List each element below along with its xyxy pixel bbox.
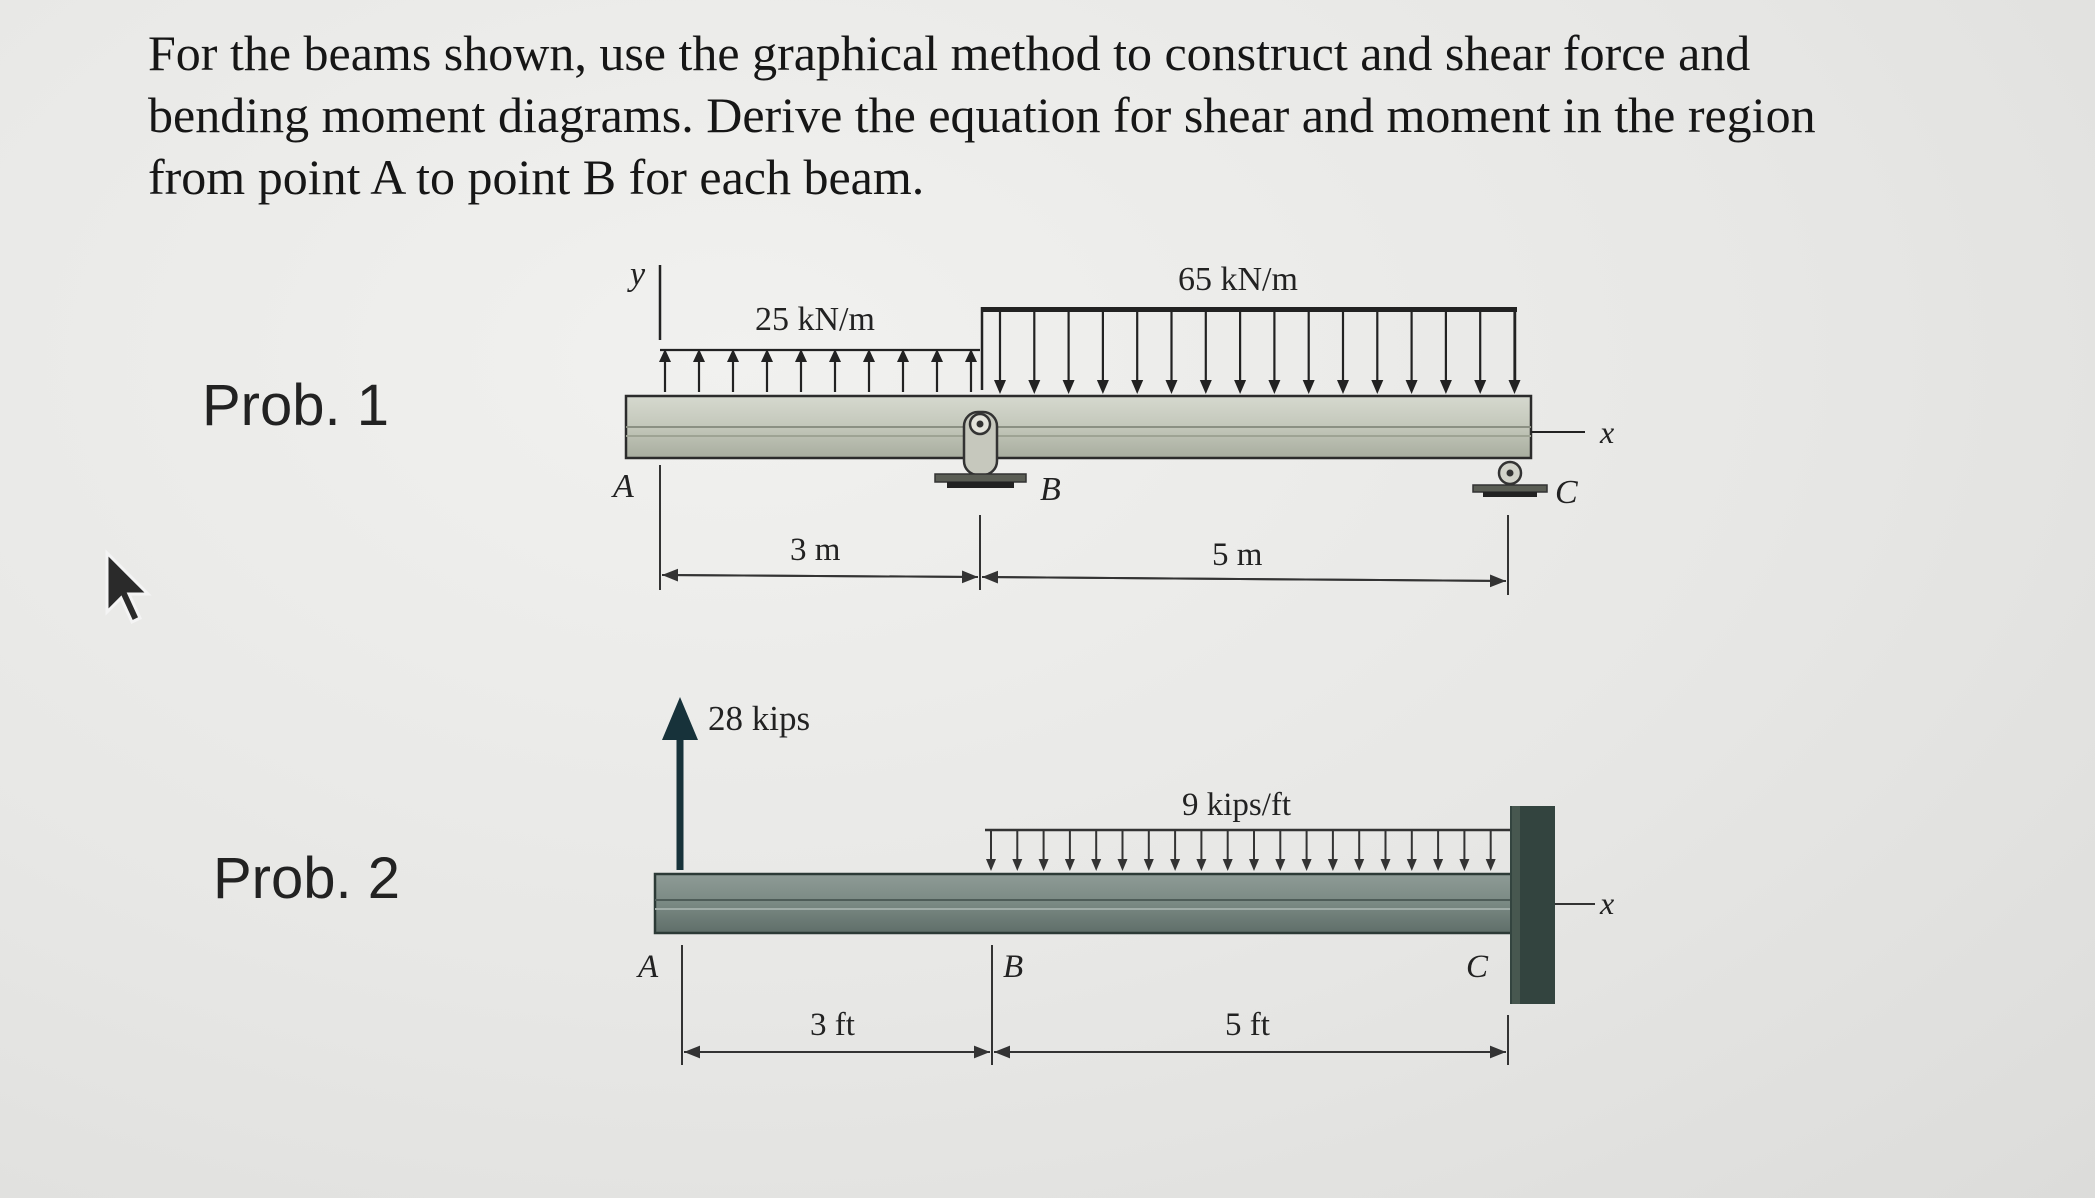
downward-load-arrow	[1275, 830, 1285, 871]
upward-load-arrow	[863, 349, 875, 392]
prob2-x-axis-label: x	[1600, 885, 1615, 921]
prob1-upward-arrows-group	[659, 349, 977, 392]
downward-load-arrow	[1407, 830, 1417, 871]
downward-load-arrow	[1166, 312, 1178, 394]
prob1-span-bc: 5 m	[1212, 537, 1263, 573]
downward-load-arrow	[1091, 830, 1101, 871]
downward-load-arrow	[1028, 312, 1040, 394]
prob2-figure	[636, 697, 1614, 1065]
upward-load-arrow	[693, 349, 705, 392]
upward-load-arrow	[931, 349, 943, 392]
prob-1-label: Prob. 1	[202, 373, 389, 438]
downward-load-arrow	[1200, 312, 1212, 394]
prob1-downward-load-topline	[982, 307, 1517, 312]
downward-load-arrow	[1170, 830, 1180, 871]
downward-load-arrow	[1303, 312, 1315, 394]
downward-load-arrow	[1063, 312, 1075, 394]
problem-line-2: bending moment diagrams. Derive the equation for shear and moment in the region	[148, 87, 1816, 143]
prob1-downward-arrows-group	[994, 312, 1521, 394]
prob2-downward-arrows-group	[986, 830, 1496, 871]
upward-load-arrow	[965, 349, 977, 392]
prob2-beam	[655, 874, 1512, 933]
downward-load-arrow	[1371, 312, 1383, 394]
upward-load-arrow	[727, 349, 739, 392]
prob2-point-force-label: 28 kips	[708, 699, 811, 738]
roller-support-icon	[1473, 462, 1547, 497]
prob2-span-bc: 5 ft	[1225, 1007, 1270, 1043]
prob1-downward-load-label: 65 kN/m	[1178, 261, 1298, 298]
downward-load-arrow	[1065, 830, 1075, 871]
prob-2-label: Prob. 2	[213, 846, 400, 911]
prob1-x-axis-label: x	[1600, 414, 1615, 450]
downward-load-arrow	[1328, 830, 1338, 871]
prob2-point-a: A	[638, 949, 659, 985]
prob2-distributed-load-label: 9 kips/ft	[1182, 787, 1292, 823]
prob1-span-ab: 3 m	[790, 532, 841, 568]
downward-load-arrow	[1302, 830, 1312, 871]
downward-load-arrow	[1337, 312, 1349, 394]
prob1-point-c: C	[1555, 474, 1578, 511]
downward-load-arrow	[994, 312, 1006, 394]
downward-load-arrow	[1440, 312, 1452, 394]
downward-load-arrow	[1012, 830, 1022, 871]
downward-load-arrow	[1118, 830, 1128, 871]
downward-load-arrow	[1406, 312, 1418, 394]
prob2-point-b: B	[1003, 949, 1024, 985]
mouse-pointer-icon	[107, 553, 148, 622]
downward-load-arrow	[1131, 312, 1143, 394]
upward-load-arrow	[897, 349, 909, 392]
prob1-point-a: A	[613, 468, 634, 505]
prob1-figure	[611, 256, 1614, 595]
downward-load-arrow	[1249, 830, 1259, 871]
downward-load-arrow	[1381, 830, 1391, 871]
fixed-wall-icon	[1510, 806, 1555, 1004]
downward-load-arrow	[1354, 830, 1364, 871]
prob1-upward-load-label: 25 kN/m	[755, 301, 875, 338]
downward-load-arrow	[1459, 830, 1469, 871]
problem-line-3: from point A to point B for each beam.	[148, 149, 925, 205]
upward-load-arrow	[761, 349, 773, 392]
downward-load-arrow	[1039, 830, 1049, 871]
downward-load-arrow	[1474, 312, 1486, 394]
prob2-point-c: C	[1466, 949, 1489, 985]
prob2-point-force-arrow	[662, 697, 698, 870]
downward-load-arrow	[1268, 312, 1280, 394]
prob1-point-b: B	[1040, 471, 1061, 508]
downward-load-arrow	[1196, 830, 1206, 871]
downward-load-arrow	[1223, 830, 1233, 871]
problem-line-1: For the beams shown, use the graphical method to construct and shear force and	[148, 25, 1751, 81]
downward-load-arrow	[1509, 312, 1521, 394]
downward-load-arrow	[1234, 312, 1246, 394]
downward-load-arrow	[1097, 312, 1109, 394]
downward-load-arrow	[1433, 830, 1443, 871]
downward-load-arrow	[986, 830, 996, 871]
upward-load-arrow	[659, 349, 671, 392]
prob2-span-ab: 3 ft	[810, 1007, 855, 1043]
downward-load-arrow	[1144, 830, 1154, 871]
prob1-y-axis-label: y	[630, 256, 646, 293]
downward-load-arrow	[1486, 830, 1496, 871]
upward-load-arrow	[795, 349, 807, 392]
upward-load-arrow	[829, 349, 841, 392]
